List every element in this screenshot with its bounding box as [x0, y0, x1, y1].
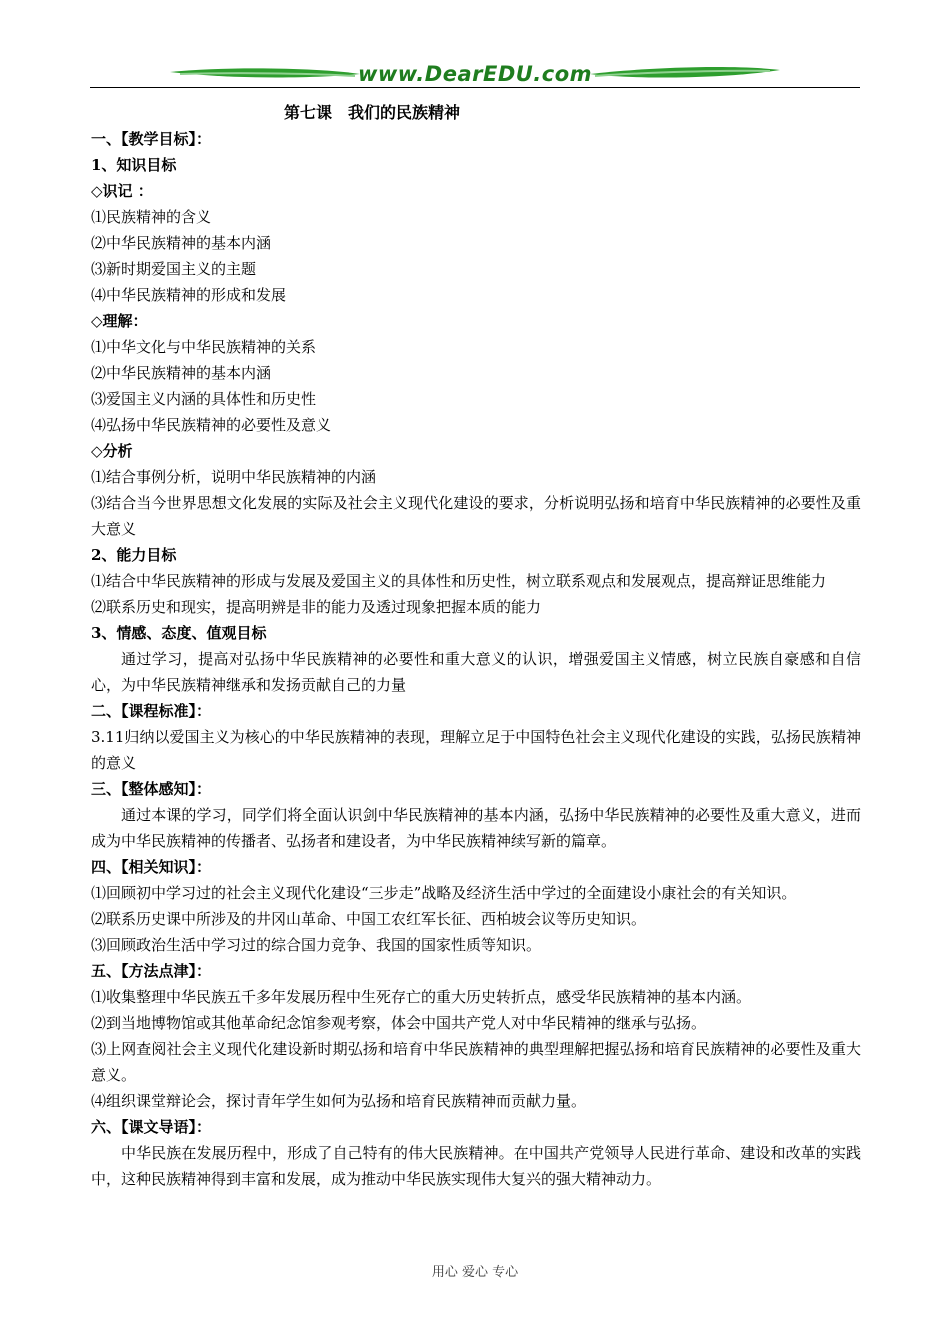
list-item: ⑴结合中华民族精神的形成与发展及爱国主义的具体性和历史性，树立联系观点和发展观点，提高辩证思维能力 — [91, 572, 827, 590]
list-item: ⑶新时期爱国主义的主题 — [91, 260, 257, 278]
section-heading: 六、【课文导语】： — [91, 1118, 212, 1136]
list-item: ⑵中华民族精神的基本内涵 — [91, 364, 272, 382]
list-item: ⑵到当地博物馆或其他革命纪念馆参观考察，体会中国共产党人对中华民精神的继承与弘扬。 — [91, 1014, 707, 1032]
list-item: ⑴民族精神的含义 — [91, 208, 212, 226]
paragraph: 通过本课的学习，同学们将全面认识剑中华民族精神的基本内涵，弘扬中华民族精神的必要性及重大意义，进而成为中华民族精神的传播者、弘扬者和建设者，为中华民族精神续写新的篇章。 — [91, 806, 861, 850]
header-divider — [90, 87, 860, 88]
site-logo — [170, 60, 780, 94]
document-body — [91, 100, 861, 1192]
list-item: ⑶结合当今世界思想文化发展的实际及社会主义现代化建设的要求，分析说明弘扬和培育中华民族精神的必要性及重大意义 — [91, 494, 861, 538]
paragraph: 3.11归纳以爱国主义为核心的中华民族精神的表现，理解立足于中国特色社会主义现代化建设的实践，弘扬民族精神的意义 — [91, 728, 861, 772]
section-heading: 三、【整体感知】： — [91, 780, 212, 798]
subsection-label: ◇理解： — [91, 312, 148, 330]
page-footer: 用心 爱心 专心 — [431, 1265, 519, 1280]
section-heading: 四、【相关知识】： — [91, 858, 212, 876]
page-title: 第七课 我们的民族精神 — [284, 103, 461, 122]
page-header — [90, 58, 860, 98]
list-item: ⑶回顾政治生活中学习过的综合国力竞争、我国的国家性质等知识。 — [91, 936, 542, 954]
paragraph: 通过学习，提高对弘扬中华民族精神的必要性和重大意义的认识，增强爱国主义情感，树立民族自豪感和自信心，为中华民族精神继承和发扬贡献自己的力量 — [91, 650, 861, 694]
subsection-heading: 3、情感、态度、值观目标 — [91, 624, 267, 642]
section-heading: 五、【方法点津】： — [91, 962, 212, 980]
subsection-heading: 2、能力目标 — [91, 546, 177, 564]
section-heading: 一、【教学目标】： — [91, 130, 212, 148]
list-item: ⑶爱国主义内涵的具体性和历史性 — [91, 390, 317, 408]
list-item: ⑵联系历史课中所涉及的井冈山革命、中国工农红军长征、西柏坡会议等历史知识。 — [91, 910, 647, 928]
list-item: ⑵中华民族精神的基本内涵 — [91, 234, 272, 252]
list-item: ⑵联系历史和现实，提高明辨是非的能力及透过现象把握本质的能力 — [91, 598, 542, 616]
list-item: ⑶上网查阅社会主义现代化建设新时期弘扬和培育中华民族精神的典型理解把握弘扬和培育民族精神的必要性及重大意义。 — [91, 1040, 861, 1084]
list-item: ⑴回顾初中学习过的社会主义现代化建设“三步走”战略及经济生活中学过的全面建设小康社会的有关知识。 — [91, 884, 797, 902]
list-item: ⑷弘扬中华民族精神的必要性及意义 — [91, 416, 332, 434]
section-heading: 二、【课程标准】： — [91, 702, 212, 720]
subsection-label: ◇分析 — [91, 442, 133, 460]
list-item: ⑴结合事例分析，说明中华民族精神的内涵 — [91, 468, 377, 486]
list-item: ⑷中华民族精神的形成和发展 — [91, 286, 287, 304]
list-item: ⑴中华文化与中华民族精神的关系 — [91, 338, 317, 356]
logo-text: www.DearEDU.com — [357, 62, 593, 86]
subsection-label: ◇识记 ： — [91, 182, 153, 200]
list-item: ⑴收集整理中华民族五千多年发展历程中生死存亡的重大历史转折点，感受华民族精神的基本内涵。 — [91, 988, 752, 1006]
subsection-heading: 1、知识目标 — [91, 156, 177, 174]
list-item: ⑷组织课堂辩论会，探讨青年学生如何为弘扬和培育民族精神而贡献力量。 — [91, 1092, 587, 1110]
paragraph: 中华民族在发展历程中，形成了自己特有的伟大民族精神。在中国共产党领导人民进行革命、建设和改革的实践中，这种民族精神得到丰富和发展，成为推动中华民族实现伟大复兴的强大精神动力。 — [91, 1144, 861, 1188]
